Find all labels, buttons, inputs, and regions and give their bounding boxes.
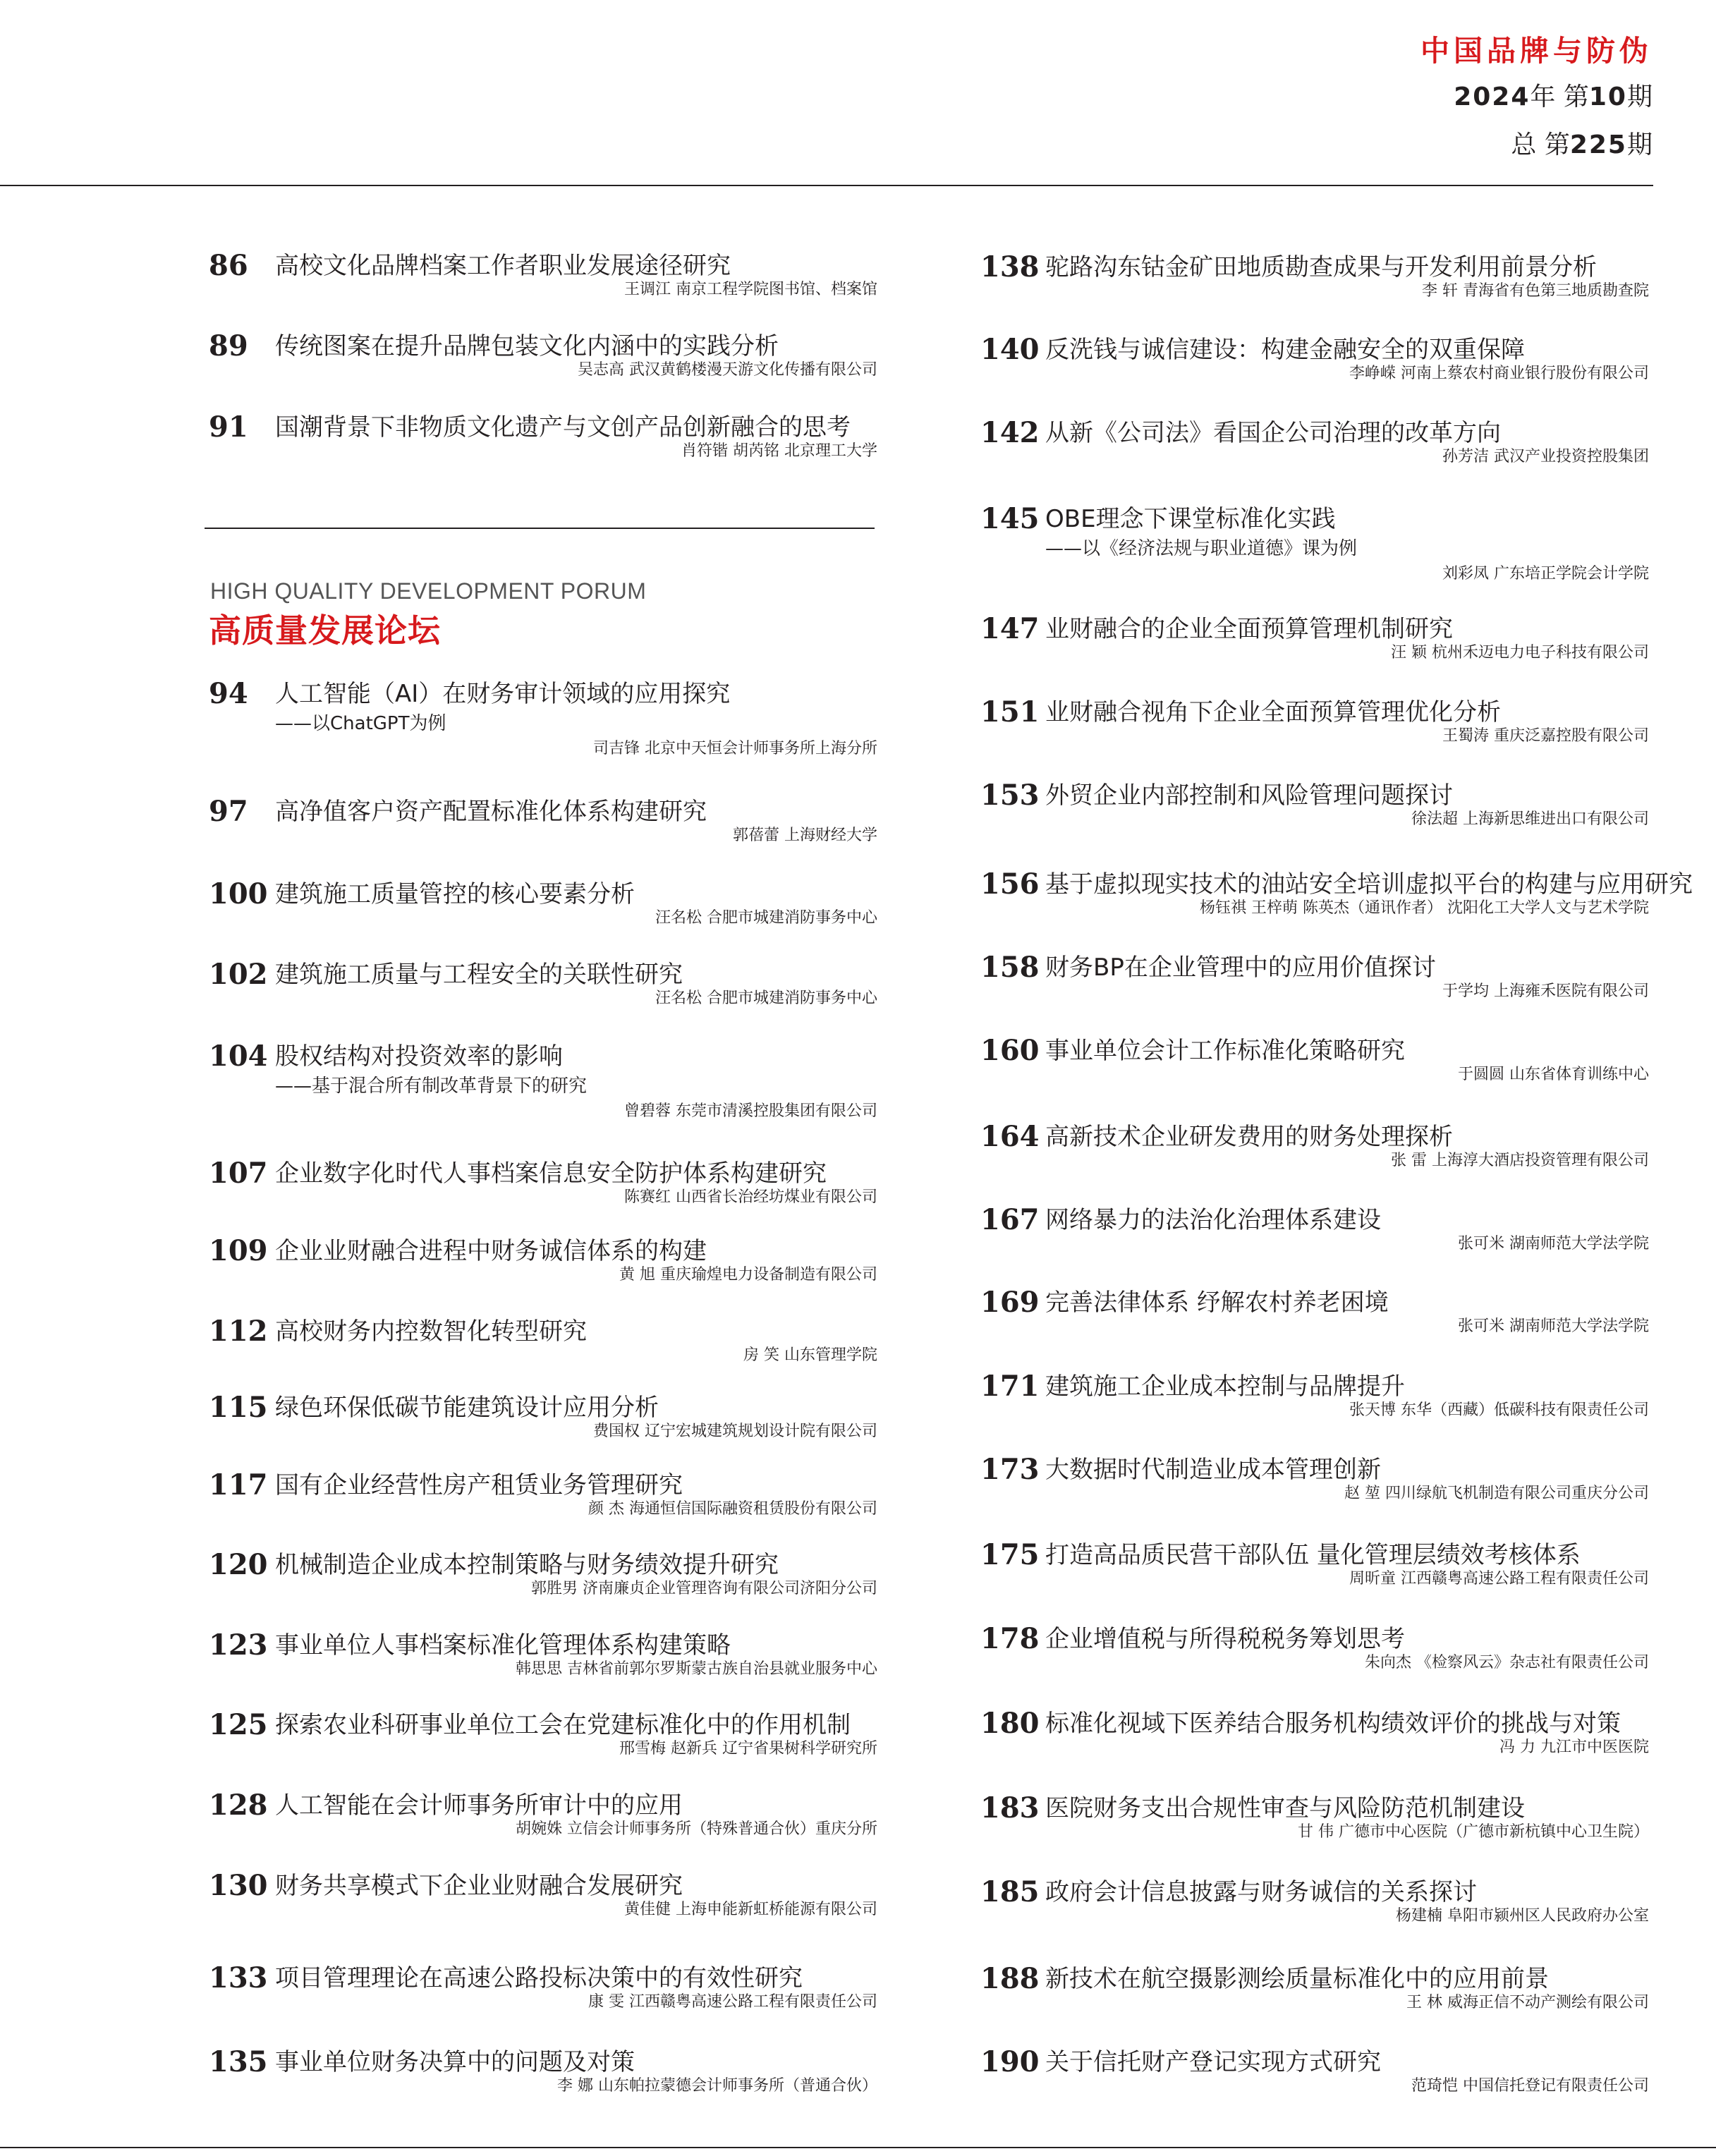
article-title: 财务BP在企业管理中的应用价值探讨 bbox=[1045, 954, 1436, 982]
page-number: 109 bbox=[209, 1234, 268, 1267]
article-author: 朱向杰 《检察风云》杂志社有限责任公司 bbox=[1365, 1654, 1649, 1671]
section-divider bbox=[205, 528, 875, 529]
article-author: 李峥嵘 河南上蔡农村商业银行股份有限公司 bbox=[1349, 365, 1649, 382]
page-number: 112 bbox=[209, 1315, 268, 1348]
issue-info bbox=[1420, 78, 1653, 117]
article-title: 财务共享模式下企业业财融合发展研究 bbox=[275, 1872, 683, 1900]
page-number: 175 bbox=[980, 1538, 1040, 1571]
article-title: 高净值客户资产配置标准化体系构建研究 bbox=[275, 798, 707, 826]
page-number: 130 bbox=[209, 1869, 268, 1902]
article-title: 建筑施工企业成本控制与品牌提升 bbox=[1045, 1372, 1405, 1401]
page-number: 94 bbox=[209, 677, 248, 710]
article-author: 房 笑 山东管理学院 bbox=[743, 1346, 877, 1364]
article-author: 王 林 威海正信不动产测绘有限公司 bbox=[1406, 1994, 1649, 2011]
page-number: 169 bbox=[980, 1286, 1040, 1319]
article-subtitle: ——基于混合所有制改革背景下的研究 bbox=[275, 1076, 588, 1097]
article-title: 高校财务内控数智化转型研究 bbox=[275, 1317, 587, 1346]
page-number: 120 bbox=[209, 1548, 268, 1581]
page-number: 190 bbox=[980, 2045, 1040, 2078]
article-title: 政府会计信息披露与财务诚信的关系探讨 bbox=[1045, 1878, 1477, 1906]
page-number: 167 bbox=[980, 1203, 1040, 1236]
article-title: 建筑施工质量管控的核心要素分析 bbox=[275, 880, 635, 908]
article-author: 康 雯 江西赣粤高速公路工程有限责任公司 bbox=[588, 1993, 877, 2011]
article-author: 甘 伟 广德市中心医院（广德市新杭镇中心卫生院） bbox=[1298, 1823, 1649, 1841]
page-number: 102 bbox=[209, 958, 268, 991]
article-title: 事业单位会计工作标准化策略研究 bbox=[1045, 1037, 1405, 1065]
article-author: 冯 力 九江市中医医院 bbox=[1499, 1738, 1649, 1756]
article-author: 郭蓓蕾 上海财经大学 bbox=[733, 827, 877, 844]
page-number: 128 bbox=[209, 1789, 268, 1822]
article-title: OBE理念下课堂标准化实践 bbox=[1045, 505, 1336, 533]
article-author: 胡婉姝 立信会计师事务所（特殊普通合伙）重庆分所 bbox=[516, 1820, 877, 1838]
article-subtitle: ——以《经济法规与职业道德》课为例 bbox=[1045, 538, 1358, 559]
article-author: 杨钰祺 王梓萌 陈英杰（通讯作者） 沈阳化工大学人文与艺术学院 bbox=[1200, 899, 1649, 917]
page-number: 171 bbox=[980, 1370, 1040, 1403]
article-title: 绿色环保低碳节能建筑设计应用分析 bbox=[275, 1394, 659, 1422]
article-author: 赵 堃 四川绿航飞机制造有限公司重庆分公司 bbox=[1344, 1485, 1649, 1502]
issue-year: 2024 bbox=[1454, 83, 1531, 111]
article-title: 大数据时代制造业成本管理创新 bbox=[1045, 1456, 1381, 1484]
page-number: 100 bbox=[209, 877, 268, 910]
page-number: 135 bbox=[209, 2045, 268, 2078]
page-number: 173 bbox=[980, 1453, 1040, 1486]
article-author: 汪 颖 杭州禾迈电力电子科技有限公司 bbox=[1391, 644, 1649, 662]
article-author: 于学均 上海雍禾医院有限公司 bbox=[1442, 982, 1649, 1000]
article-author: 吴志高 武汉黄鹤楼漫天游文化传播有限公司 bbox=[578, 361, 877, 379]
total-prefix: 总 第 bbox=[1511, 130, 1570, 159]
page-number: 138 bbox=[980, 250, 1040, 284]
article-author: 王蜀涛 重庆泛嘉控股有限公司 bbox=[1442, 727, 1649, 745]
article-title: 驼路沟东钴金矿田地质勘查成果与开发利用前景分析 bbox=[1045, 253, 1597, 281]
page-number: 142 bbox=[980, 416, 1040, 449]
page-number: 140 bbox=[980, 333, 1040, 366]
article-title: 企业增值税与所得税税务筹划思考 bbox=[1045, 1625, 1405, 1653]
article-author: 韩思思 吉林省前郭尔罗斯蒙古族自治县就业服务中心 bbox=[516, 1660, 877, 1678]
page-number: 133 bbox=[209, 1961, 268, 1994]
total-number: 225 bbox=[1569, 130, 1627, 159]
article-author: 徐法超 上海新思维进出口有限公司 bbox=[1411, 810, 1649, 828]
page-number: 145 bbox=[980, 502, 1040, 535]
total-issue-info bbox=[1420, 126, 1653, 165]
article-title: 从新《公司法》看国企公司治理的改革方向 bbox=[1045, 419, 1501, 447]
page-number: 158 bbox=[980, 951, 1040, 984]
page-number: 104 bbox=[209, 1040, 268, 1073]
article-title: 基于虚拟现实技术的油站安全培训虚拟平台的构建与应用研究 bbox=[1045, 870, 1693, 899]
article-author: 王调江 南京工程学院图书馆、档案馆 bbox=[624, 281, 877, 298]
article-title: 人工智能在会计师事务所审计中的应用 bbox=[275, 1791, 683, 1820]
footer-divider bbox=[0, 2147, 1716, 2148]
article-title: 关于信托财产登记实现方式研究 bbox=[1045, 2048, 1381, 2076]
page-number: 125 bbox=[209, 1708, 268, 1741]
article-author: 张可米 湖南师范大学法学院 bbox=[1458, 1317, 1649, 1335]
article-title: 探索农业科研事业单位工会在党建标准化中的作用机制 bbox=[275, 1711, 851, 1739]
article-author: 汪名松 合肥市城建消防事务中心 bbox=[655, 909, 877, 927]
article-title: 打造高品质民营干部队伍 量化管理层绩效考核体系 bbox=[1045, 1541, 1581, 1569]
article-title: 事业单位人事档案标准化管理体系构建策略 bbox=[275, 1631, 731, 1659]
article-title: 国有企业经营性房产租赁业务管理研究 bbox=[275, 1471, 683, 1499]
page-number: 180 bbox=[980, 1707, 1040, 1740]
article-title: 外贸企业内部控制和风险管理问题探讨 bbox=[1045, 781, 1453, 810]
article-author: 费国权 辽宁宏城建筑规划设计院有限公司 bbox=[593, 1423, 877, 1440]
article-author: 李 娜 山东帕拉蒙德会计师事务所（普通合伙） bbox=[557, 2077, 877, 2095]
article-title: 机械制造企业成本控制策略与财务绩效提升研究 bbox=[275, 1551, 779, 1579]
page-number: 178 bbox=[980, 1622, 1040, 1655]
page-number: 115 bbox=[209, 1391, 268, 1424]
article-title: 事业单位财务决算中的问题及对策 bbox=[275, 2048, 635, 2076]
article-author: 颜 杰 海通恒信国际融资租赁股份有限公司 bbox=[588, 1500, 877, 1518]
article-author: 黄 旭 重庆瑜煌电力设备制造有限公司 bbox=[619, 1266, 877, 1284]
page-number: 153 bbox=[980, 779, 1040, 812]
article-title: 国潮背景下非物质文化遗产与文创产品创新融合的思考 bbox=[275, 413, 851, 441]
page-number: 97 bbox=[209, 795, 248, 828]
page-number: 151 bbox=[980, 695, 1040, 729]
article-title: 建筑施工质量与工程安全的关联性研究 bbox=[275, 961, 683, 989]
article-author: 张天博 东华（西藏）低碳科技有限责任公司 bbox=[1349, 1401, 1649, 1419]
article-title: 完善法律体系 纾解农村养老困境 bbox=[1045, 1289, 1389, 1317]
article-title: 传统图案在提升品牌包装文化内涵中的实践分析 bbox=[275, 332, 779, 360]
page-number: 164 bbox=[980, 1120, 1040, 1153]
page-number: 107 bbox=[209, 1157, 268, 1190]
article-author: 张 雷 上海淳大酒店投资管理有限公司 bbox=[1391, 1152, 1649, 1169]
page-number: 91 bbox=[209, 410, 248, 444]
article-author: 郭胜男 济南廉贞企业管理咨询有限公司济阳分公司 bbox=[531, 1580, 877, 1597]
article-author: 于圆圆 山东省体育训练中心 bbox=[1458, 1066, 1649, 1083]
article-author: 周昕童 江西赣粤高速公路工程有限责任公司 bbox=[1349, 1570, 1649, 1588]
article-title: 业财融合视角下企业全面预算管理优化分析 bbox=[1045, 698, 1501, 726]
page-number: 123 bbox=[209, 1628, 268, 1662]
article-title: 业财融合的企业全面预算管理机制研究 bbox=[1045, 615, 1453, 643]
article-author: 汪名松 合肥市城建消防事务中心 bbox=[655, 989, 877, 1007]
section-title-cn: 高质量发展论坛 bbox=[209, 611, 441, 650]
article-author: 杨建楠 阜阳市颍州区人民政府办公室 bbox=[1396, 1907, 1649, 1925]
page-number: 156 bbox=[980, 867, 1040, 901]
article-title: 高新技术企业研发费用的财务处理探析 bbox=[1045, 1123, 1453, 1151]
article-subtitle: ——以ChatGPT为例 bbox=[275, 713, 446, 734]
article-title: 网络暴力的法治化治理体系建设 bbox=[1045, 1206, 1381, 1234]
article-author: 孙芳洁 武汉产业投资控股集团 bbox=[1442, 448, 1649, 465]
issue-no-prefix: 第 bbox=[1563, 83, 1589, 111]
total-suffix: 期 bbox=[1626, 130, 1653, 159]
article-title: 医院财务支出合规性审查与风险防范机制建设 bbox=[1045, 1794, 1525, 1822]
article-title: 高校文化品牌档案工作者职业发展途径研究 bbox=[275, 252, 731, 280]
article-author: 范琦恺 中国信托登记有限责任公司 bbox=[1411, 2077, 1649, 2095]
article-author: 黄佳健 上海申能新虹桥能源有限公司 bbox=[624, 1901, 877, 1918]
article-author: 肖符锴 胡芮铭 北京理工大学 bbox=[681, 442, 877, 460]
article-title: 人工智能（AI）在财务审计领域的应用探究 bbox=[275, 680, 731, 708]
section-title-en: HIGH QUALITY DEVELOPMENT PORUM bbox=[210, 578, 647, 604]
article-title: 股权结构对投资效率的影响 bbox=[275, 1042, 563, 1071]
article-author: 刘彩凤 广东培正学院会计学院 bbox=[1442, 565, 1649, 583]
article-author: 邢雪梅 赵新兵 辽宁省果树科学研究所 bbox=[619, 1740, 877, 1758]
article-author: 陈赛红 山西省长治经坊煤业有限公司 bbox=[624, 1188, 877, 1206]
issue-year-suffix: 年 bbox=[1530, 83, 1556, 111]
article-author: 司吉锋 北京中天恒会计师事务所上海分所 bbox=[593, 740, 877, 757]
article-title: 反洗钱与诚信建设：构建金融安全的双重保障 bbox=[1045, 336, 1525, 364]
article-title: 标准化视域下医养结合服务机构绩效评价的挑战与对策 bbox=[1045, 1710, 1621, 1738]
article-title: 新技术在航空摄影测绘质量标准化中的应用前景 bbox=[1045, 1965, 1549, 1993]
page-number: 89 bbox=[209, 329, 248, 363]
header-divider bbox=[0, 185, 1653, 186]
article-title: 企业数字化时代人事档案信息安全防护体系构建研究 bbox=[275, 1159, 827, 1188]
article-title: 企业业财融合进程中财务诚信体系的构建 bbox=[275, 1237, 707, 1265]
page-number: 185 bbox=[980, 1875, 1040, 1908]
article-title: 项目管理理论在高速公路投标决策中的有效性研究 bbox=[275, 1964, 803, 1992]
page-number: 147 bbox=[980, 612, 1040, 645]
issue-number: 10 bbox=[1588, 83, 1627, 111]
magazine-title: 中国品牌与防伪 bbox=[1420, 34, 1653, 68]
issue-no-suffix: 期 bbox=[1626, 83, 1653, 111]
article-author: 李 轩 青海省有色第三地质勘查院 bbox=[1422, 282, 1649, 300]
article-author: 张可米 湖南师范大学法学院 bbox=[1458, 1235, 1649, 1253]
article-author: 曾碧蓉 东莞市清溪控股集团有限公司 bbox=[624, 1102, 877, 1120]
page-number: 183 bbox=[980, 1791, 1040, 1825]
masthead bbox=[1420, 30, 1653, 165]
page-number: 86 bbox=[209, 249, 248, 282]
page-number: 188 bbox=[980, 1962, 1040, 1995]
page-number: 117 bbox=[209, 1468, 268, 1502]
page-number: 160 bbox=[980, 1034, 1040, 1067]
